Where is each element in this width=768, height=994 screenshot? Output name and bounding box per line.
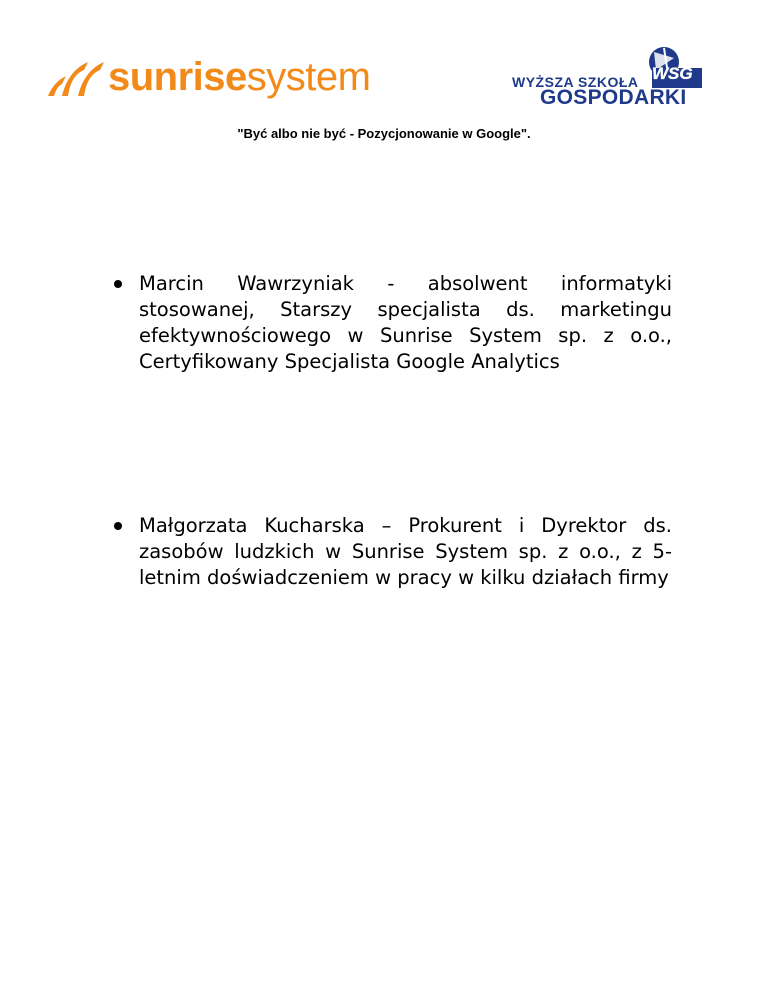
bullet-text: Małgorzata Kucharska – Prokurent i Dyrektor ds. zasobów ludzkich w Sunrise System sp. z o.o., z 5-letnim doświadczeniem w pracy w kilku działach firmy (139, 514, 672, 589)
bullet-list-1 (112, 271, 672, 375)
sunrise-system-logo (44, 54, 384, 104)
wsg-emblem-text: WSG (652, 64, 693, 83)
bullet-list-2 (112, 513, 672, 591)
wordmark-bold: sunrise (108, 55, 247, 99)
wsg-logo (504, 44, 714, 110)
sunrise-wordmark (108, 54, 370, 100)
bullet-dot-icon (114, 280, 122, 288)
wordmark-light: system (246, 55, 371, 99)
wsg-line1: WYŻSZA SZKOŁA (512, 74, 639, 90)
list-item (112, 271, 672, 375)
wsg-line2: GOSPODARKI (540, 86, 687, 109)
document-subtitle: "Być albo nie być - Pozycjonowanie w Google". (237, 126, 531, 141)
bullet-text: Marcin Wawrzyniak - absolwent informatyki stosowanej, Starszy specjalista ds. marketingu efektywnościowego w Sunrise System sp. z o.o., Certyfikowany Specjalista Google Analytics (139, 272, 672, 373)
bullet-dot-icon (114, 522, 122, 530)
page-header (0, 0, 768, 120)
list-item (112, 513, 672, 591)
sunrise-swoosh-icon (44, 58, 108, 100)
